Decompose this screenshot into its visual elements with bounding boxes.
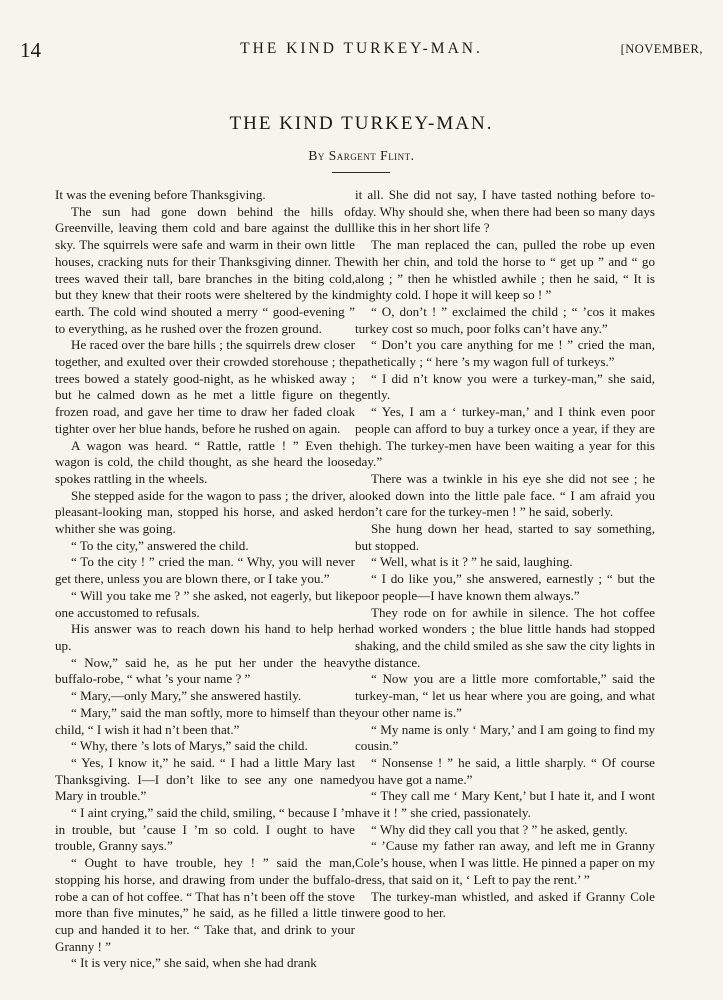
- running-header: [20, 38, 703, 62]
- paragraph: “ They call me ‘ Mary Kent,’ but I hate it, and I wont have it ! ” she cried, passionately.: [355, 788, 655, 821]
- running-title: THE KIND TURKEY-MAN.: [240, 40, 483, 57]
- paragraph: “ Mary,—only Mary,” she answered hastily.: [71, 688, 302, 704]
- paragraph: “ Yes, I know it,” he said. “ I had a little Mary last Thanksgiving. I—I don’t like to see any one named Mary in trouble.”: [55, 754, 355, 804]
- paragraph: A wagon was heard. “ Rattle, rattle ! ” Even the wagon is cold, the child thought, as she heard the loose spokes rattling in the wheels.: [55, 437, 355, 486]
- paragraph: She hung down her head, started to say something, but stopped.: [355, 521, 655, 553]
- page-number: 14: [20, 38, 41, 62]
- paragraph: The turkey-man whistled, and asked if Granny Cole were good to her.: [355, 888, 655, 921]
- paragraph: “ Why, there ’s lots of Marys,” said the child.: [71, 738, 308, 754]
- paragraph: “ Nonsense ! ” he said, a little sharply. “ Of course you have got a name.”: [355, 754, 655, 787]
- paragraph: “ It is very nice,” she said, when she had drank: [71, 955, 317, 971]
- running-month: [NOVEMBER,: [620, 42, 703, 56]
- paragraph: “ Ought to have trouble, hey ! ” said the man, stopping his horse, and drawing from under the buffalo-robe a can of hot coffee. “ That has n’t been off the stove more than five minutes,” he said, as he filled a little tin cup and handed it to her. “ Take that, and drink to your Granny ! ”: [55, 855, 355, 954]
- paragraph: “ Why did they call you that ? ” he asked, gently.: [371, 821, 628, 837]
- paragraph: “ To the city,” answered the child.: [71, 537, 249, 553]
- paragraph: “ I aint crying,” said the child, smiling, “ because I ’m in trouble, but ’cause I ’m so cold. I ought to have trouble, Granny says.”: [55, 805, 355, 854]
- paragraph: His answer was to reach down his hand to help her up.: [55, 621, 355, 653]
- paragraph: “ Now,” said he, as he put her under the heavy buffalo-robe, “ what ’s your name ? ”: [55, 654, 355, 687]
- paragraph: He raced over the bare hills ; the squirrels drew closer together, and exulted over their crowded storehouse ; the trees bowed a stately good-night, as he whisked away ; but he calmed down as he met a little figure on the frozen road, and gave her time to draw her faded cloak tighter over her blue hands, before he rushed on again.: [55, 337, 355, 436]
- paragraph: “ Well, what is it ? ” he said, laughing.: [371, 554, 573, 570]
- byline: By Sargent Flint.: [308, 148, 415, 163]
- paragraph: “ To the city ! ” cried the man. “ Why, you will never get there, unless you are blown there, or I take you.”: [55, 554, 355, 587]
- paragraph: She stepped aside for the wagon to pass ; the driver, a pleasant-looking man, stopped his horse, and asked her whither she was going.: [55, 487, 355, 537]
- paragraph: “ O, don’t ! ” exclaimed the child ; “ ’cos it makes turkey cost so much, poor folks can’t have any.”: [355, 303, 655, 336]
- paragraph: “ Yes, I am a ‘ turkey-man,’ and I think even poor people can afford to buy a turkey once a year, if they are high. The turkey-men have been waiting a year for this day.”: [355, 404, 655, 470]
- left-column: [55, 187, 355, 972]
- paragraph: “ Mary,” said the man softly, more to himself than the child, “ I wish it had n’t been that.”: [55, 704, 355, 737]
- paragraph: “ I do like you,” she answered, earnestly ; “ but the poor people—I have known them always.”: [355, 571, 655, 603]
- paragraph: “ Now you are a little more comfortable,” said the turkey-man, “ let us hear where you are going, and what your other name is.”: [355, 671, 655, 720]
- right-column: [355, 187, 655, 922]
- paragraph: “ My name is only ‘ Mary,’ and I am going to find my cousin.”: [355, 721, 655, 754]
- paragraph: it all. She did not say, I have tasted nothing before to-day. Why should she, when there had been so many days like this in her short life ?: [355, 187, 655, 236]
- paragraph: There was a twinkle in his eye she did not see ; he looked down into the little pale face. “ I am afraid you don’t care for the turkey-men ! ” he said, soberly.: [355, 470, 655, 520]
- paragraph: The man replaced the can, pulled the robe up even with her chin, and told the horse to “ get up ” and “ go along ; ” then he whistled awhile ; then he said, “ It is mighty cold. I hope it will keep so ! ”: [355, 237, 655, 303]
- paragraph: “ I did n’t know you were a turkey-man,” she said, gently.: [355, 370, 655, 403]
- paragraph: They rode on for awhile in silence. The hot coffee had worked wonders ; the blue little hands had stopped shaking, and the child smiled as she saw the city lights in the distance.: [355, 604, 655, 670]
- paragraph: “ ’Cause my father ran away, and left me in Granny Cole’s house, when I was little. He pinned a paper on my dress, that said on it, ‘ Left to pay the rent.’ ”: [355, 838, 655, 887]
- paragraph: It was the evening before Thanksgiving.: [55, 187, 266, 202]
- story-title: THE KIND TURKEY-MAN.: [229, 113, 494, 134]
- paragraph: “ Don’t you care anything for me ! ” cried the man, pathetically ; “ here ’s my wagon full of turkeys.”: [355, 337, 655, 370]
- paragraph: “ Will you take me ? ” she asked, not eagerly, but like one accustomed to refusals.: [55, 587, 355, 620]
- paragraph: The sun had gone down behind the hills of Greenville, leaving them cold and bare against the dull sky. The squirrels were safe and warm in their own little houses, cracking nuts for their Thanksgiving dinner. The trees waved their tall, bare branches in the biting cold, but they knew that their roots were sheltered by the kind earth. The cold wind shouted a merry “ good-evening ” to everything, as he rushed over the frozen ground.: [55, 203, 355, 336]
- title-rule: [332, 172, 390, 173]
